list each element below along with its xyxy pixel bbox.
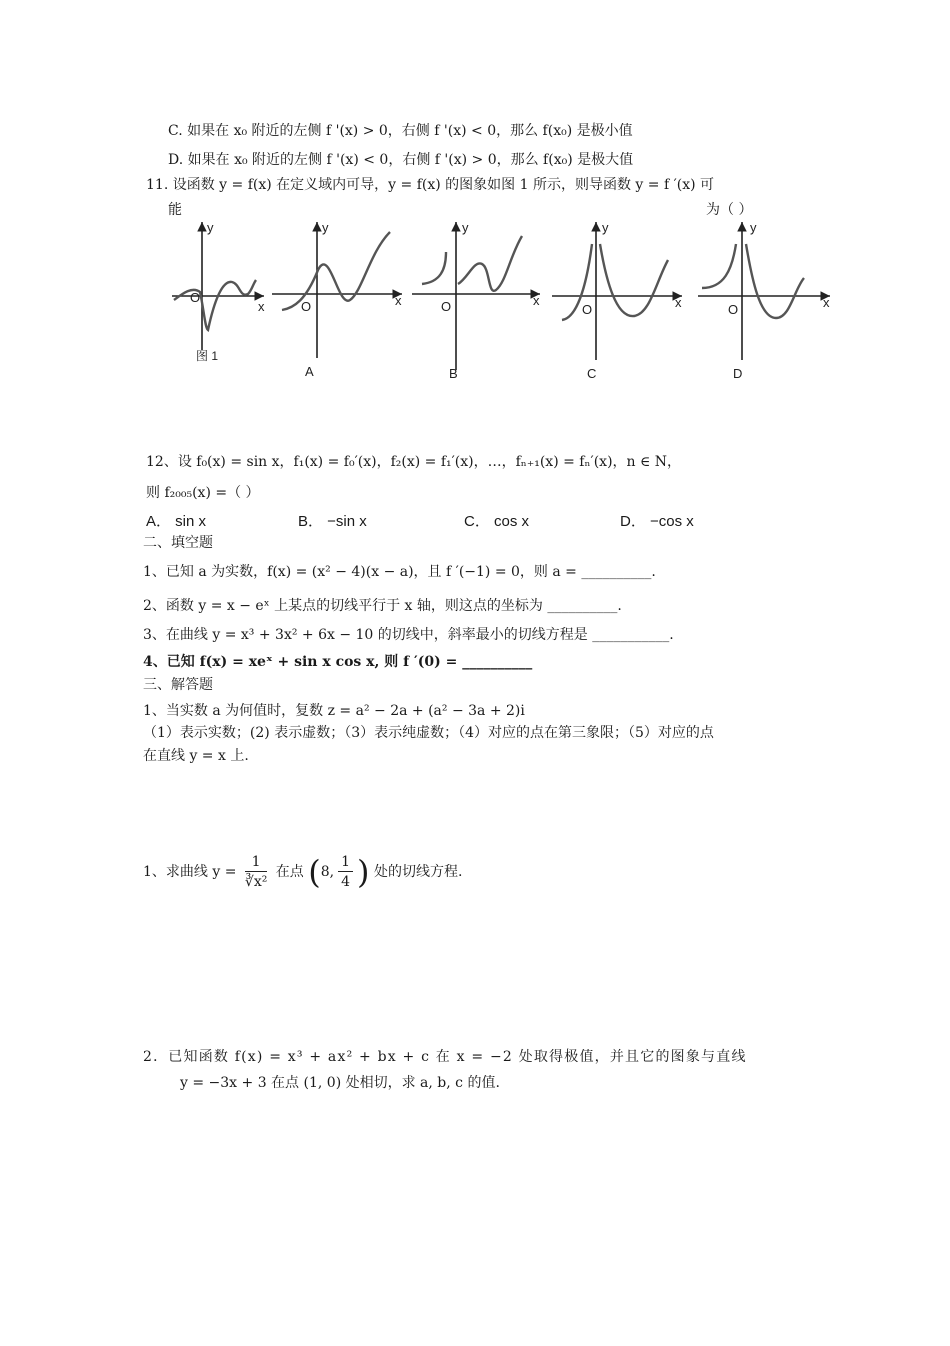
solve-heading: 三、解答题	[143, 677, 213, 693]
fill-blank-item-2: 2、函数 y = x − eˣ 上某点的切线平行于 x 轴，则这点的坐标为 __________.	[143, 598, 622, 614]
fig1-caption: 图 1	[196, 349, 219, 363]
solve-q3-stem-cont: y = −3x + 3 在点 (1, 0) 处相切，求 a, b, c 的值.	[180, 1075, 500, 1091]
option-a-origin-label: O	[301, 299, 312, 314]
option-b-graph	[412, 220, 540, 381]
option-a-graph	[272, 220, 402, 379]
solve-q3-stem: 2．已知函数 f(x) = x³ + ax² + bx + c 在 x = −2 处取得极值，并且它的图象与直线	[143, 1049, 747, 1065]
solve-q2-mid: 在点	[275, 864, 304, 880]
solve-q2-point-x: 8,	[320, 864, 335, 880]
option-d-x-label: x	[823, 295, 830, 310]
q12-ask: 则 f₂₀₀₅(x) =（ ）	[146, 485, 260, 501]
fill-blank-item-1: 1、已知 a 为实数，f(x) = (x² − 4)(x − a)，且 f ′(−1) = 0，则 a = __________.	[143, 564, 656, 580]
fill-blank-heading: 二、填空题	[143, 535, 213, 551]
fig1-origin-label: O	[190, 290, 201, 305]
solve-q2-denominator: ∛x²	[244, 873, 268, 890]
option-b-label: B	[449, 366, 458, 381]
fill-blank-item-4: 4、已知 f(x) = xeˣ + sin x cos x, 则 f ′(0) = __________	[143, 654, 533, 670]
solve-q2-point-denominator: 4	[341, 873, 351, 890]
solve-q2-left-paren: (	[308, 853, 321, 891]
solve-q1-stem: 1、当实数 a 为何值时，复数 z = a² − 2a + (a² − 3a + 2)i	[143, 703, 525, 719]
option-b-origin-label: O	[441, 299, 452, 314]
q11-answer-blank: 为（ ）	[706, 202, 753, 218]
solve-q1-parts: （1）表示实数；(2) 表示虚数；（3）表示纯虚数；（4）对应的点在第三象限；（5）对应的点	[143, 725, 714, 741]
option-d-origin-label: O	[728, 302, 739, 317]
q10-option-c: C. 如果在 x₀ 附近的左侧 f '(x) > 0，右侧 f '(x) < 0，那么 f(x₀) 是极小值	[168, 123, 633, 139]
option-c-label: C	[587, 366, 597, 381]
solve-q1-parts-cont: 在直线 y = x 上.	[143, 748, 249, 764]
option-a-label: A	[305, 364, 314, 379]
solve-q2-point-numerator: 1	[338, 853, 353, 872]
option-c-y-label: y	[602, 220, 609, 235]
solve-q2-right-paren: )	[357, 853, 370, 891]
fig1-y-label: y	[207, 220, 214, 235]
solve-q2-point-fraction	[338, 853, 353, 892]
q11-stem: 11. 设函数 y = f(x) 在定义域内可导，y = f(x) 的图象如图 1 所示，则导函数 y = f ′(x) 可	[146, 177, 715, 193]
option-c-origin-label: O	[582, 302, 593, 317]
solve-q2-suffix: 处的切线方程.	[373, 864, 463, 880]
option-d-graph	[698, 220, 830, 381]
q12-option-c: C． cos x	[464, 513, 530, 530]
q10-option-d: D. 如果在 x₀ 附近的左侧 f '(x) < 0，右侧 f '(x) > 0，那么 f(x₀) 是极大值	[168, 152, 634, 168]
option-a-x-label: x	[395, 293, 402, 308]
option-c-graph	[552, 220, 682, 381]
q12-option-a: A． sin x	[146, 513, 207, 530]
figure-1-graph	[172, 220, 265, 363]
q12-option-d: D． −cos x	[620, 513, 694, 530]
solve-q2	[143, 850, 462, 894]
option-b-y-label: y	[462, 220, 469, 235]
q12-option-b: B． −sin x	[298, 513, 367, 530]
q12-stem: 12、设 f₀(x) = sin x，f₁(x) = f₀′(x)，f₂(x) = f₁′(x)，…，fₙ₊₁(x) = fₙ′(x)，n ∈ N，	[146, 454, 682, 470]
option-c-x-label: x	[675, 295, 682, 310]
option-d-label: D	[733, 366, 743, 381]
fill-blank-item-3: 3、在曲线 y = x³ + 3x² + 6x − 10 的切线中，斜率最小的切线方程是 ___________.	[143, 627, 674, 643]
fig1-x-label: x	[258, 299, 265, 314]
q11-stem-cont: 能	[168, 202, 182, 218]
solve-q2-fraction	[245, 853, 267, 892]
option-d-y-label: y	[750, 220, 757, 235]
option-b-x-label: x	[533, 293, 540, 308]
q11-graphs	[0, 210, 950, 410]
solve-q2-numerator: 1	[245, 853, 267, 872]
option-a-y-label: y	[322, 220, 329, 235]
solve-q2-prefix: 1、求曲线 y =	[143, 864, 237, 880]
